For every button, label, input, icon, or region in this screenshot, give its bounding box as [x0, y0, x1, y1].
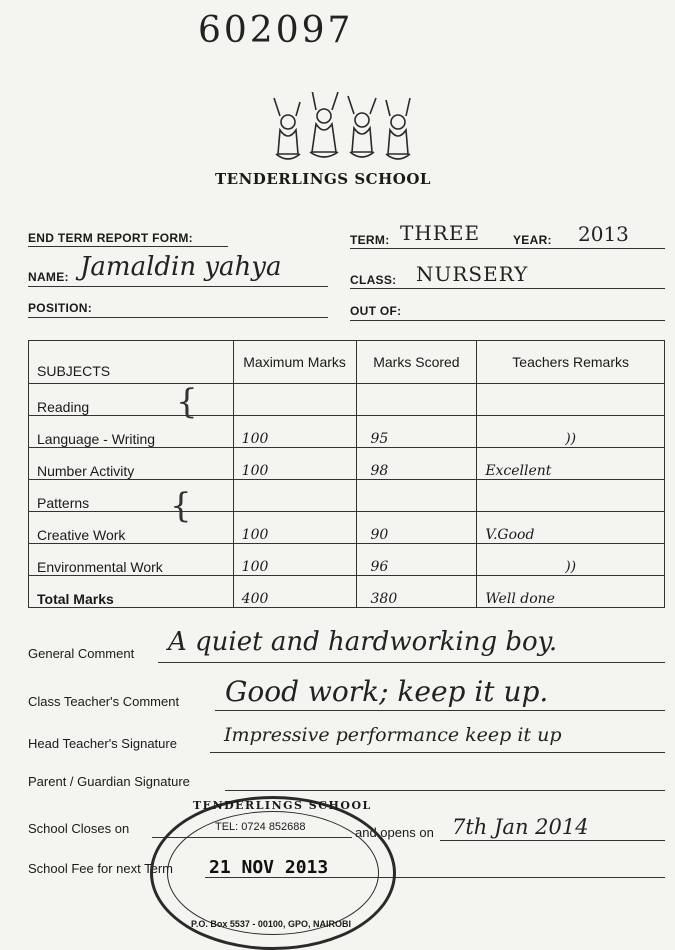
table-row: [29, 416, 665, 448]
subject-cell: Environmental Work: [29, 544, 234, 576]
term-label: TERM:: [350, 233, 390, 247]
stamp-school-name: TENDERLINGS SCHOOL: [193, 799, 372, 812]
school-name: TENDERLINGS SCHOOL: [215, 170, 431, 188]
subject-cell: Total Marks: [29, 576, 234, 608]
marks-table: [28, 340, 665, 608]
scored-cell: 380: [356, 576, 477, 608]
brace-mark: {: [176, 382, 198, 422]
class-teacher-comment-value: Good work; keep it up.: [225, 675, 549, 708]
school-stamp: [150, 796, 396, 950]
header-teachers-remarks: Teachers Remarks: [477, 341, 665, 384]
header-maximum-marks: Maximum Marks: [233, 341, 356, 384]
head-teacher-signature-label: Head Teacher's Signature: [28, 736, 177, 751]
class-teacher-comment-label: Class Teacher's Comment: [28, 694, 180, 709]
table-row-total: [29, 576, 665, 608]
brace-mark: {: [170, 486, 192, 526]
max-cell: [233, 480, 356, 512]
subject-cell: Patterns: [29, 480, 234, 512]
school-closes-label: School Closes on: [28, 821, 130, 836]
stamp-phone: TEL: 0724 852688: [215, 821, 306, 833]
scored-cell: [356, 480, 477, 512]
school-fee-label: School Fee for next Term: [28, 861, 173, 876]
scored-cell: 90: [356, 512, 477, 544]
remark-cell: Well done: [477, 576, 665, 608]
name-label: NAME:: [28, 270, 69, 284]
stamp-date: 21 NOV 2013: [209, 857, 329, 878]
opens-on-value: 7th Jan 2014: [452, 815, 589, 839]
out-of-label: OUT OF:: [350, 304, 402, 318]
table-row: [29, 480, 665, 512]
head-teacher-signature-value: Impressive performance keep it up: [224, 724, 562, 746]
opens-on-label: and opens on: [355, 825, 434, 840]
max-cell: 100: [233, 512, 356, 544]
max-cell: 100: [233, 448, 356, 480]
remark-cell: [477, 480, 665, 512]
table-row: [29, 384, 665, 416]
subject-cell: Language - Writing: [29, 416, 234, 448]
subject-cell: Reading: [29, 384, 234, 416]
remark-cell: )): [477, 544, 665, 576]
year-label: YEAR:: [513, 233, 552, 247]
serial-number: 602097: [198, 10, 354, 51]
table-row: [29, 512, 665, 544]
scored-cell: 95: [356, 416, 477, 448]
max-cell: [233, 384, 356, 416]
stamp-address: P.O. Box 5537 - 00100, GPO, NAIROBI: [191, 919, 351, 929]
max-cell: 100: [233, 416, 356, 448]
term-value: THREE: [400, 221, 481, 245]
table-header-row: [29, 341, 665, 384]
general-comment-label: General Comment: [28, 646, 135, 661]
class-label: CLASS:: [350, 273, 397, 287]
max-cell: 400: [233, 576, 356, 608]
name-value: Jamaldin yahya: [80, 252, 282, 282]
school-logo-icon: [268, 92, 418, 168]
table-row: [29, 448, 665, 480]
remark-cell: )): [477, 416, 665, 448]
scored-cell: 98: [356, 448, 477, 480]
max-cell: 100: [233, 544, 356, 576]
header-marks-scored: Marks Scored: [356, 341, 477, 384]
general-comment-value: A quiet and hardworking boy.: [168, 627, 558, 657]
subject-cell: Creative Work: [29, 512, 234, 544]
remark-cell: V.Good: [477, 512, 665, 544]
class-value: NURSERY: [416, 262, 529, 286]
header-subjects: SUBJECTS: [29, 341, 234, 384]
table-row: [29, 544, 665, 576]
remark-cell: Excellent: [477, 448, 665, 480]
form-title: END TERM REPORT FORM:: [28, 231, 193, 245]
subject-cell: Number Activity: [29, 448, 234, 480]
remark-cell: [477, 384, 665, 416]
scored-cell: [356, 384, 477, 416]
year-value: 2013: [578, 222, 629, 246]
parent-guardian-signature-label: Parent / Guardian Signature: [28, 774, 190, 789]
scored-cell: 96: [356, 544, 477, 576]
position-label: POSITION:: [28, 301, 93, 315]
